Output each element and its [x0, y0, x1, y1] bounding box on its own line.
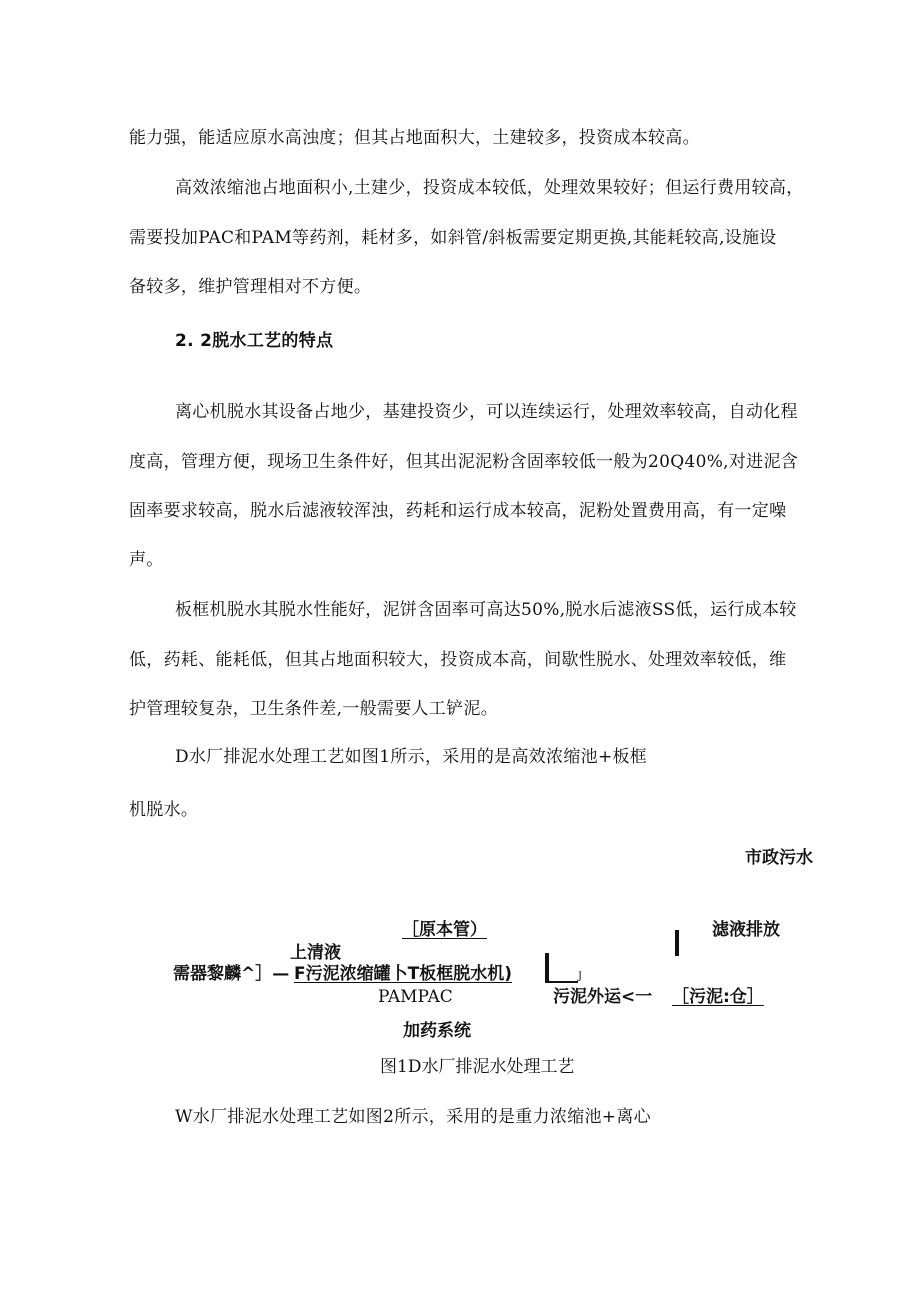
paragraph-line: W水厂排泥水处理工艺如图2所示，采用的是重力浓缩池+离心	[175, 1107, 651, 1127]
flow-main-label: F污泥浓缩罐卜T板框脱水机)	[294, 964, 512, 984]
section-heading: 2. 2脱水工艺的特点	[175, 331, 334, 351]
paragraph-line: 高效浓缩池占地面积小,土建少，投资成本较低，处理效果较好；但运行费用较高，	[175, 178, 804, 198]
paragraph-line: 离心机脱水其设备占地少，基建投资少，可以连续运行，处理效率较高，自动化程	[175, 402, 798, 422]
paragraph-line: 低，药耗、能耗低，但其占地面积较大，投资成本高，间歇性脱水、处理效率较低，维	[129, 650, 787, 670]
vertical-connector	[545, 953, 549, 983]
vertical-connector	[675, 930, 679, 956]
paragraph-line: 护管理较复杂，卫生条件差,一般需要人工铲泥。	[129, 699, 499, 719]
filtrate-discharge-label: 滤液排放	[712, 920, 780, 940]
paragraph-line: 度高，管理方便，现场卫生条件好，但其出泥泥粉含固率较低一般为20Q40%,对进泥含	[129, 452, 799, 472]
paragraph-line: 备较多，维护管理相对不方便。	[129, 277, 372, 297]
small-mark: J	[578, 971, 583, 982]
paragraph-line: 板框机脱水其脱水性能好，泥饼含固率可高达50%,脱水后滤液SS低，运行成本较	[175, 600, 797, 620]
paragraph-line: 机脱水。	[129, 800, 199, 820]
paragraph-line: 声。	[129, 550, 164, 570]
municipal-sewage-label: 市政污水	[745, 848, 813, 868]
paragraph-line: 能力强，能适应原水高浊度；但其占地面积大，土建较多，投资成本较高。	[129, 128, 700, 148]
flow-start-label: 需器黎麟^］—	[173, 964, 290, 984]
paragraph-line: 固率要求较高，脱水后滤液较浑浊，药耗和运行成本较高，泥粉处置费用高，有一定噪	[129, 501, 787, 521]
paragraph-line: D水厂排泥水处理工艺如图1所示，采用的是高效浓缩池+板框	[175, 747, 648, 767]
dosing-system-label: 加药系统	[403, 1021, 471, 1041]
paragraph-line: 需要投加PAC和PAM等药剂，耗材多，如斜管/斜板需要定期更换,其能耗较高,设施设	[129, 228, 777, 248]
pampac-label: PAMPAC	[378, 987, 453, 1007]
horizontal-connector	[549, 981, 578, 983]
sludge-out-label: 污泥外运<一	[553, 987, 653, 1007]
supernatant-label: 上清液	[290, 943, 341, 963]
figure-caption: 图1D水厂排泥水处理工艺	[380, 1057, 575, 1077]
original-pipe-label: ［原本管）	[402, 920, 487, 940]
sludge-bin-label: ［污泥:仓］	[672, 987, 764, 1007]
